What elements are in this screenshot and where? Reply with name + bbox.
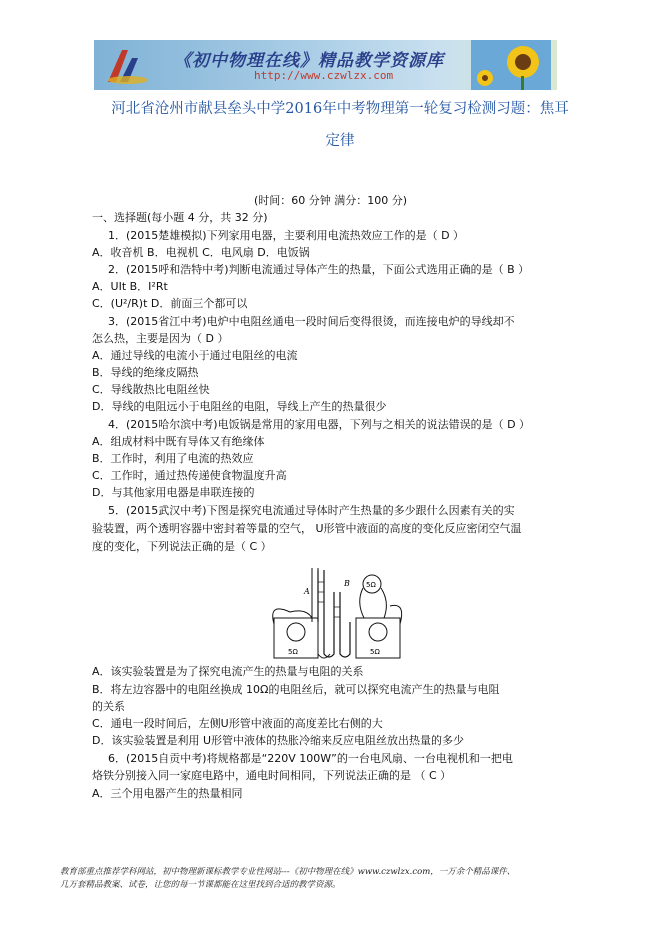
q5-option-b-line2: 的关系: [92, 700, 125, 713]
q3-stem-line2: 怎么热，主要是因为（ D ）: [92, 332, 229, 345]
footer-line2: 几万套精品教案、试卷，让您的每一节课都能在这里找到合适的教学资源。: [60, 880, 341, 890]
q3-option-b: B．导线的绝缘皮隔热: [92, 366, 199, 379]
q5-option-c: C．通电一段时间后，左侧U形管中液面的高度差比右侧的大: [92, 717, 383, 730]
q4-option-b: B．工作时，利用了电流的热效应: [92, 452, 254, 465]
figure-resistor-left: 5Ω: [288, 648, 298, 656]
q1-stem: 1．(2015楚雄模拟)下列家用电器，主要利用电流热效应工作的是（ D ）: [108, 229, 465, 242]
q2-stem: 2．(2015呼和浩特中考)判断电流通过导体产生的热量，下面公式选用正确的是（ B ）: [108, 263, 530, 276]
q3-option-c: C．导线散热比电阻丝快: [92, 383, 210, 396]
figure-resistor-right: 5Ω: [370, 648, 380, 656]
figure-label-a: A: [304, 587, 310, 596]
q6-stem-line1: 6．(2015自贡中考)将规格都是“220V 100W”的一台电风扇、一台电视机和一把电: [108, 752, 513, 765]
document-title-line2: 定律: [325, 133, 355, 149]
q5-stem-line3: 度的变化，下列说法正确的是（ C ）: [92, 540, 272, 553]
q5-stem-line2: 验装置，两个透明容器中密封着等量的空气， U形管中液面的高度的变化反应密闭空气温: [92, 522, 522, 535]
q3-option-d: D．导线的电阻远小于电阻丝的电阻，导线上产生的热量很少: [92, 400, 387, 413]
q4-option-c: C．工作时，通过热传递使食物温度升高: [92, 469, 287, 482]
joule-experiment-figure: [266, 562, 406, 662]
q2-options-cd: C．(U²/R)t D．前面三个都可以: [92, 297, 248, 310]
q3-option-a: A．通过导线的电流小于通过电阻丝的电流: [92, 349, 298, 362]
q4-option-a: A．组成材料中既有导体又有绝缘体: [92, 435, 265, 448]
figure-resistor-top: 5Ω: [366, 581, 376, 589]
site-banner: [94, 40, 557, 90]
footer-line1: 教育部重点推荐学科网站，初中物理新课标教学专业性网站---《初中物理在线》www.czwlzx.com，一万余个精品课件、: [60, 867, 516, 877]
sunflower-icon: [471, 40, 551, 90]
site-logo-icon: [102, 44, 150, 86]
q3-stem-line1: 3．(2015省江中考)电炉中电阻丝通电一段时间后变得很烫，而连接电炉的导线却不: [108, 315, 515, 328]
q2-options-ab: A．UIt B．I²Rt: [92, 280, 168, 293]
q5-option-b-line1: B．将左边容器中的电阻丝换成 10Ω的电阻丝后，就可以探究电流产生的热量与电阻: [92, 683, 500, 696]
banner-title: 《初中物理在线》精品教学资源库: [174, 51, 444, 71]
q1-options: A．收音机 B．电视机 C．电风扇 D．电饭锅: [92, 246, 310, 259]
q6-stem-line2: 烙铁分别接入同一家庭电路中，通电时间相同，下列说法正确的是 （ C ）: [92, 769, 452, 782]
exam-info: (时间：60 分钟 满分：100 分): [253, 194, 408, 207]
section-heading: 一、选择题(每小题 4 分，共 32 分): [92, 211, 268, 224]
q4-stem: 4．(2015哈尔滨中考)电饭锅是常用的家用电器，下列与之相关的说法错误的是（ D ）: [108, 418, 531, 431]
banner-url[interactable]: http://www.czwlzx.com: [254, 69, 394, 82]
q5-option-a: A．该实验装置是为了探究电流产生的热量与电阻的关系: [92, 665, 364, 678]
q4-option-d: D．与其他家用电器是串联连接的: [92, 486, 255, 499]
q6-option-a: A．三个用电器产生的热量相同: [92, 787, 243, 800]
document-title-line1: 河北省沧州市献县垒头中学2016年中考物理第一轮复习检测习题：焦耳: [111, 101, 569, 117]
q5-option-d: D．该实验装置是利用 U形管中液体的热胀冷缩来反应电阻丝放出热量的多少: [92, 734, 465, 747]
figure-label-b: B: [344, 579, 350, 588]
q5-stem-line1: 5．(2015武汉中考)下图是探究电流通过导体时产生热量的多少跟什么因素有关的实: [108, 504, 515, 517]
